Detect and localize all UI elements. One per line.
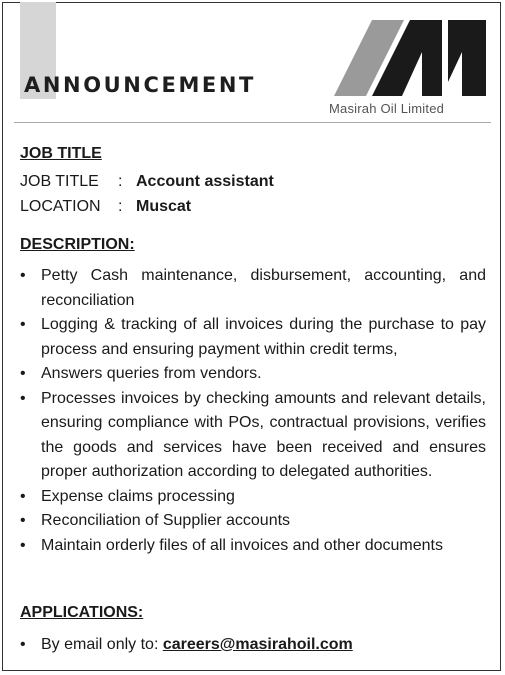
bullet-icon: •	[20, 487, 26, 505]
applications-heading: APPLICATIONS:	[20, 604, 144, 621]
applications-list	[20, 633, 486, 658]
list-item-text: Petty Cash maintenance, disbursement, accounting, and reconciliation	[41, 267, 486, 309]
email-prefix: By email only to:	[41, 636, 163, 653]
job-title-colon: :	[118, 173, 123, 190]
list-item	[20, 485, 486, 510]
list-item-text: Reconciliation of Supplier accounts	[41, 512, 291, 529]
bullet-icon: •	[20, 365, 26, 382]
bullet-icon: •	[20, 267, 26, 284]
list-item-text: Logging & tracking of all invoices during the purchase to pay process and ensuring payment within credit terms,	[41, 316, 486, 358]
description-heading: DESCRIPTION:	[20, 236, 135, 253]
company-name: Masirah Oil Limited	[329, 101, 445, 116]
bullet-icon: •	[20, 536, 26, 554]
bullet-icon: •	[20, 316, 26, 333]
list-item	[20, 509, 486, 534]
description-list	[20, 264, 486, 558]
location-colon: :	[118, 198, 123, 215]
list-item-text: Maintain orderly files of all invoices and other documents	[41, 536, 443, 554]
job-title-heading: JOB TITLE	[20, 145, 102, 162]
bullet-icon: •	[20, 389, 26, 407]
logo-letter-m-right	[448, 20, 486, 96]
job-title-key: JOB TITLE	[20, 173, 99, 190]
list-item	[20, 264, 486, 313]
list-item	[20, 313, 486, 362]
bullet-icon: •	[20, 636, 26, 653]
list-item-text: Answers queries from vendors.	[41, 365, 262, 382]
job-title-value: Account assistant	[136, 173, 274, 190]
job-title-row	[20, 173, 274, 191]
location-row	[20, 198, 191, 216]
list-item-text: Expense claims processing	[41, 487, 235, 505]
list-item	[20, 534, 486, 559]
header-divider	[14, 122, 491, 123]
location-key: LOCATION	[20, 198, 101, 215]
list-item	[20, 387, 486, 485]
list-item-text: Processes invoices by checking amounts and relevant details, ensuring compliance with POs, contractual provisions, verifies the goods and services have been received and ensures proper authorization according to delegated authorities.	[41, 389, 486, 480]
location-value: Muscat	[136, 198, 192, 215]
list-item	[20, 362, 486, 387]
email-link[interactable]: careers@masirahoil.com	[162, 636, 353, 653]
announcement-title: ANNOUNCEMENT	[24, 73, 256, 97]
list-item	[20, 633, 486, 658]
bullet-icon: •	[20, 512, 26, 529]
